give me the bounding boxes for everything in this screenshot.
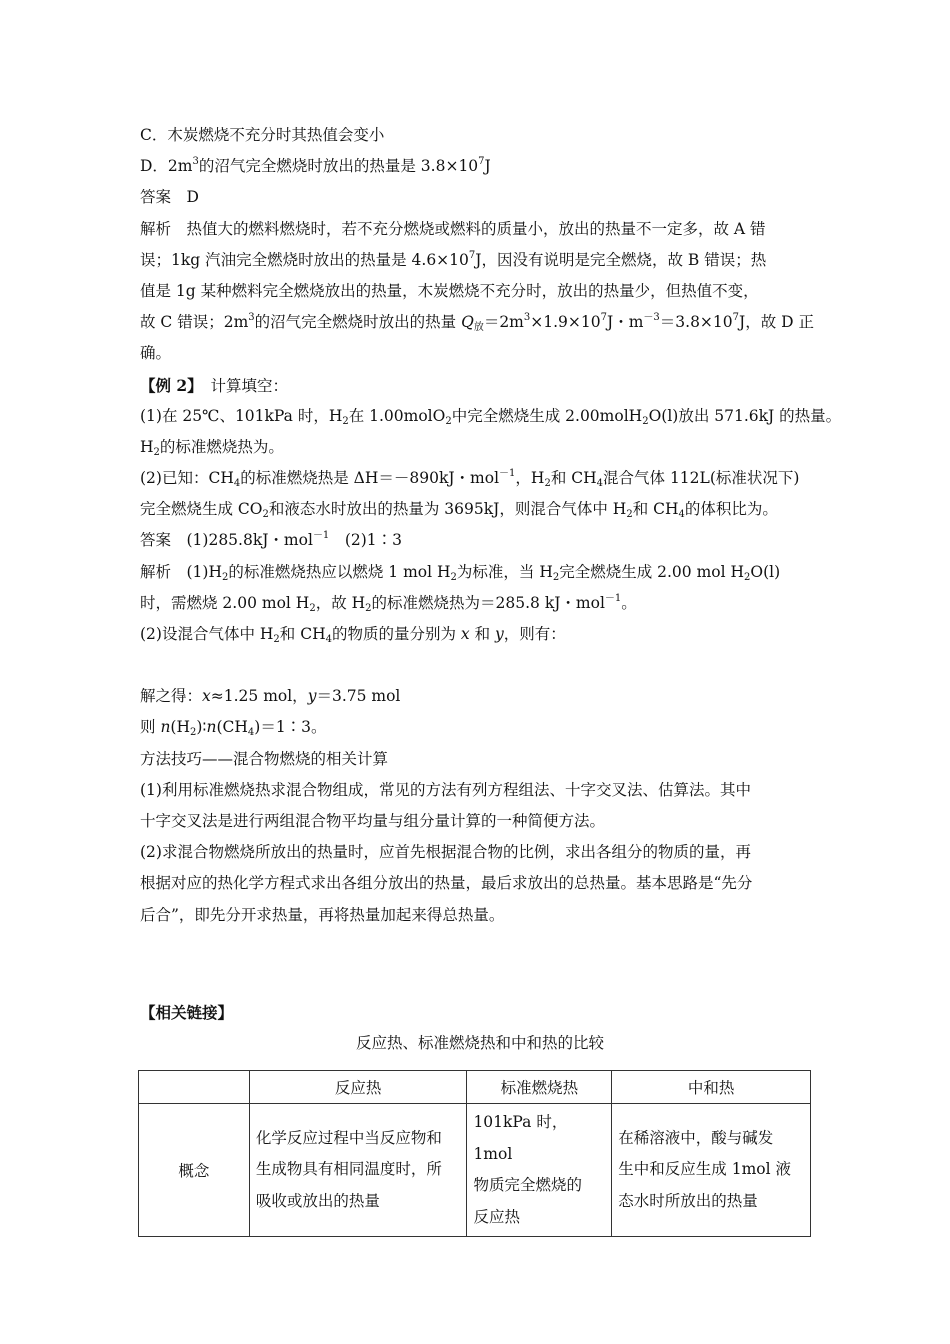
example-2-question-1: (1)在 25℃、101kPa 时，$H_2$在 1.00molO$_2$中完全燃烧生成 2.00molH$_2$O(l)放出 571.6kJ 的热量。 $H_2$的标准燃烧热为。 bbox=[140, 406, 842, 458]
related-heading: 【相关链接】 bbox=[140, 1002, 234, 1022]
row-label-concept: 概念 bbox=[139, 1104, 250, 1237]
analysis-2: 解析 $(1)H_2$的标准燃烧热应以燃烧 1 mol $H_2$为标准，当 $H_2$完全燃烧生成 2.00 mol $H_2O(l)$ 时，需燃烧 2.00 mol $H_2$，故 $H_2$的标准燃烧热为＝285.8 kJ・mol$^{-1}$。 (2)设混合气体中 $H_2$和 $CH_4$的物质的量分别为 x 和 y，则有： bbox=[140, 562, 781, 645]
cell-neutralization-heat: 在稀溶液中，酸与碱发 生中和反应生成 1mol 液 态水时所放出的热量 bbox=[612, 1104, 811, 1237]
table-header-neutralization-heat: 中和热 bbox=[612, 1071, 811, 1104]
cell-reaction-heat: 化学反应过程中当反应物和 生成物具有相同温度时，所 吸收或放出的热量 bbox=[249, 1104, 467, 1237]
document-body bbox=[140, 120, 842, 1059]
answer-1: 答案 D bbox=[140, 188, 199, 207]
method-tips: 方法技巧——混合物燃烧的相关计算 (1)利用标准燃烧热求混合物组成，常见的方法有列方程组法、十字交叉法、估算法。其中 十字交叉法是进行两组混合物平均量与组分量计算的一种简便方法。 (2)求混合物燃烧所放出的热量时，应首先根据混合物的比例，求出各组分的物质的量，再 根据对应的热化学方程式求出各组分放出的热量，最后求放出的总热量。基本思路是“先分 后合”，即先分开求热量，再将热量加起来得总热量。 bbox=[140, 744, 820, 931]
equation-gap bbox=[140, 650, 820, 681]
table-header-combustion-heat: 标准燃烧热 bbox=[467, 1071, 612, 1104]
example-2-question-2: (2)已知：$CH_4$的标准燃烧热是 ΔH＝－890kJ・mol$^{-1}$，$H_2$和 $CH_4$混合气体 112L(标准状况下) 完全燃烧生成 $CO_2$和液态水时放出的热量为 3695kJ，则混合气体中 $H_2$和 $CH_4$的体积比为。 bbox=[140, 468, 800, 521]
method-title: 方法技巧——混合物燃烧的相关计算 bbox=[140, 749, 389, 768]
table-header-reaction-heat: 反应热 bbox=[249, 1071, 467, 1104]
table-header-empty bbox=[139, 1071, 250, 1104]
example-2-title: 【例 2】 计算填空： bbox=[140, 375, 288, 395]
table-title: 反应热、标准燃烧热和中和热的比较 bbox=[355, 1033, 604, 1052]
comparison-table bbox=[138, 1070, 811, 1237]
solution: 解之得：x≈1.25 mol，y＝3.75 mol 则 $n(H_2)∶n(CH_4)=1∶3$。 bbox=[140, 687, 401, 739]
cell-combustion-heat: 101kPa 时，1mol 物质完全燃烧的 反应热 bbox=[467, 1104, 612, 1237]
option-d: D．$2m^3$的沼气完全燃烧时放出的热量是 $3.8\times 10^7J$ bbox=[140, 156, 491, 176]
answer-2: 答案 (1)285.8kJ・mol$^{-1}$ (2)1∶3 bbox=[140, 530, 402, 550]
analysis-1: 解析 热值大的燃料燃烧时，若不充分燃烧或燃料的质量小，放出的热量不一定多，故 A 错 误；1kg 汽油完全燃烧时放出的热量是 $4.6\times 10^7J$，因没有说明是完全燃烧，故 B 错误；热 值是 1g 某种燃料完全燃烧放出的热量，木炭燃烧不充分时，放出的热量少，但热值不变， 故 C 错误；$2m^3$的沼气完全燃烧时放出的热量 $Q_放=2m^3\times 1.9\times 10^7J$・$m^{-3}=3.8\times 10^7J$，故 D 正 确。 bbox=[140, 219, 815, 363]
option-c: C．木炭燃烧不充分时其热值会变小 bbox=[140, 126, 385, 144]
table-row bbox=[139, 1104, 811, 1237]
table-header-row bbox=[139, 1071, 811, 1104]
